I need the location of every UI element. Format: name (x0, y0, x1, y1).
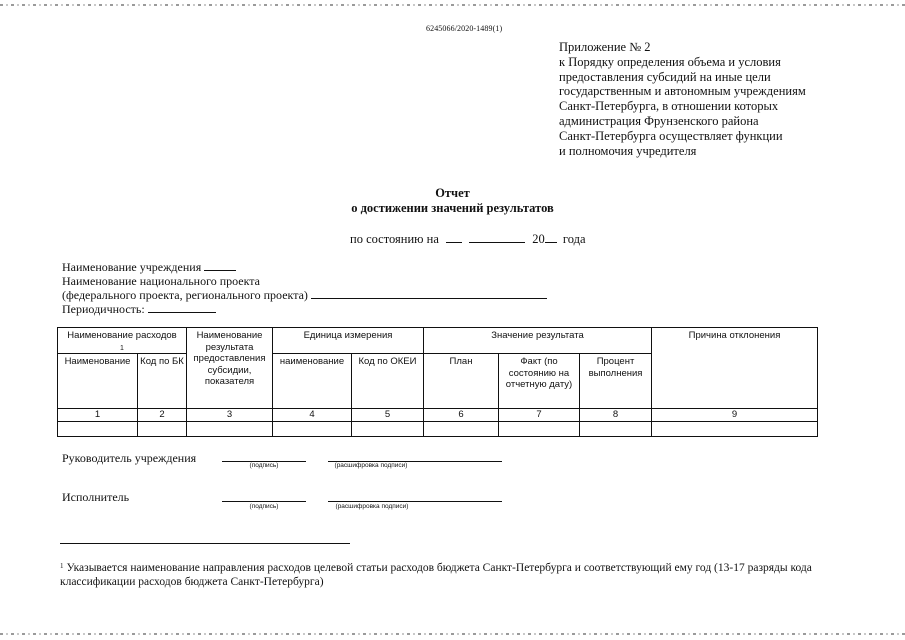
executor-decoding-line[interactable] (328, 501, 502, 502)
header-row-1 (58, 328, 818, 354)
head-signature-label: Руководитель учреждения (62, 451, 197, 465)
executor-signature-line[interactable] (222, 501, 306, 502)
year-prefix: 20 (532, 232, 545, 246)
header-percent: Процент выполнения (580, 354, 652, 409)
column-number: 4 (273, 409, 352, 422)
head-decoding-caption: (расшифровка подписи) (334, 462, 408, 469)
table-row (58, 422, 818, 437)
header-unit: Единица измерения (273, 328, 424, 354)
appendix-line: государственным и автономным учреждениям (559, 84, 806, 99)
scan-edge-top (0, 4, 905, 6)
cell-plan[interactable] (424, 422, 499, 437)
header-name: Наименование (58, 354, 138, 409)
cell-result-name[interactable] (187, 422, 273, 437)
appendix-line: предоставления субсидий на иные цели (559, 69, 771, 84)
federal-project-blank[interactable] (311, 288, 547, 299)
appendix-line: и полномочия учредителя (559, 143, 697, 158)
as-of-prefix: по состоянию на (350, 232, 439, 246)
periodicity-field (62, 302, 216, 317)
institution-label: Наименование учреждения (62, 260, 202, 274)
column-number: 5 (352, 409, 424, 422)
periodicity-blank[interactable] (148, 302, 216, 313)
appendix-line: администрация Фрунзенского района (559, 113, 759, 128)
footnote (60, 561, 860, 589)
report-title: Отчет (435, 186, 470, 200)
cell-deviation-reason[interactable] (652, 422, 818, 437)
federal-project-label: (федерального проекта, регионального проекта) (62, 288, 308, 302)
cell-expense-name[interactable] (58, 422, 138, 437)
periodicity-label: Периодичность: (62, 302, 145, 316)
header-result-value: Значение результата (424, 328, 652, 354)
footnote-text: Указывается наименование направления расходов целевой статьи расходов бюджета Санкт-Петербурга и соответствующий ему год (13-17 разряды кода классификации расходов бюджета Санкт-Петербурга) (60, 562, 812, 588)
report-subtitle: о достижении значений результатов (351, 201, 554, 215)
scan-edge-bottom (0, 633, 905, 635)
cell-percent[interactable] (580, 422, 652, 437)
results-table (57, 327, 818, 437)
cell-okei-code[interactable] (352, 422, 424, 437)
federal-project-field (62, 288, 547, 303)
institution-blank[interactable] (204, 260, 236, 271)
header-plan: План (424, 354, 499, 409)
month-blank[interactable] (469, 231, 525, 243)
cell-bk-code[interactable] (138, 422, 187, 437)
header-okei-code: Код по ОКЕИ (352, 354, 424, 409)
header-fact: Факт (по состоянию на отчетную дату) (499, 354, 580, 409)
header-deviation-reason: Причина отклонения (652, 328, 818, 409)
footnote-mark: 1 (60, 562, 64, 570)
column-number: 3 (187, 409, 273, 422)
executor-signature-label: Исполнитель (62, 490, 130, 504)
executor-signature-caption: (подпись) (249, 503, 279, 510)
executor-decoding-caption: (расшифровка подписи) (335, 503, 409, 510)
document-number: 6245066/2020-1489(1) (426, 24, 503, 33)
header-expense-name (58, 328, 187, 354)
national-project-label: Наименование национального проекта (62, 274, 260, 288)
header-result-name: Наименование результата предоставления субсидии, показателя (187, 328, 273, 409)
header-expense-name-text: Наименование расходов (67, 330, 177, 341)
as-of-suffix: года (562, 232, 586, 246)
column-number: 2 (138, 409, 187, 422)
column-number: 7 (499, 409, 580, 422)
header-unit-name: наименование (273, 354, 352, 409)
column-number: 6 (424, 409, 499, 422)
column-number: 1 (58, 409, 138, 422)
day-blank[interactable] (446, 231, 462, 243)
head-signature-caption: (подпись) (249, 462, 279, 469)
institution-field (62, 260, 236, 275)
column-number: 9 (652, 409, 818, 422)
appendix-block (559, 40, 889, 158)
national-project-field (62, 274, 260, 289)
cell-fact[interactable] (499, 422, 580, 437)
header-bk-code: Код по БК (138, 354, 187, 409)
footnote-rule (60, 543, 350, 544)
appendix-line: Санкт-Петербурга осуществляет функции (559, 128, 783, 143)
appendix-line: Приложение № 2 (559, 40, 651, 54)
column-number: 8 (580, 409, 652, 422)
column-number-row (58, 409, 818, 422)
cell-unit-name[interactable] (273, 422, 352, 437)
as-of-date-line (350, 231, 586, 247)
appendix-line: к Порядку определения объема и условия (559, 54, 781, 69)
appendix-line: Санкт-Петербурга, в отношении которых (559, 99, 779, 114)
header-footnote-mark: 1 (120, 344, 124, 352)
year-blank[interactable] (545, 231, 557, 243)
